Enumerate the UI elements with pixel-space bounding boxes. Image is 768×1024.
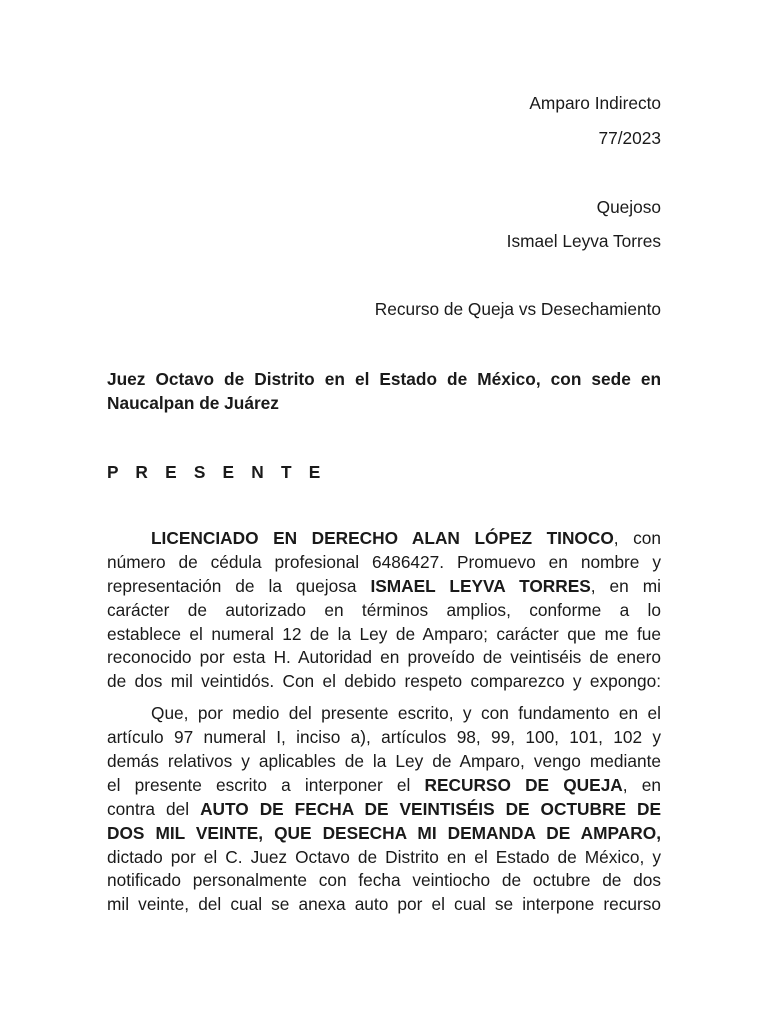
paragraph-1-line-4: carácter de autorizado en términos amplios, conforme a lo — [107, 599, 661, 620]
paragraph-2-line-2: artículo 97 numeral I, inciso a), artículos 98, 99, 100, 101, 102 y — [107, 727, 661, 748]
paragraph-1-line-3: representación de la quejosa ISMAEL LEYVA TORRES, en mi — [107, 575, 661, 596]
paragraph-1-line-1: LICENCIADO EN DERECHO ALAN LÓPEZ TINOCO, con — [151, 528, 661, 548]
paragraph-2-line-3: demás relativos y aplicables de la Ley de Amparo, vengo mediante — [107, 751, 661, 772]
paragraph-2 — [107, 702, 661, 917]
salutation: P R E S E N T E — [107, 462, 327, 482]
paragraph-2-line-1: Que, por medio del presente escrito, y con fundamento en el — [151, 703, 661, 724]
paragraph-1-line-5: establece el numeral 12 de la Ley de Amparo; carácter que me fue — [107, 623, 661, 644]
ruling-reference-part-1: AUTO DE FECHA DE VEINTISÉIS DE OCTUBRE DE — [200, 798, 661, 819]
paragraph-2-line-5: contra del AUTO DE FECHA DE VEINTISÉIS DE OCTUBRE DE — [107, 798, 661, 819]
party-name: Ismael Leyva Torres — [506, 231, 661, 251]
paragraph-2-line-4: el presente escrito a interponer el RECURSO DE QUEJA, en — [107, 774, 661, 795]
paragraph-1-line-7: de dos mil veintidós. Con el debido respeto comparezco y expongo: — [107, 671, 661, 692]
appeal-type: RECURSO DE QUEJA — [424, 774, 623, 795]
ruling-reference-part-2: DOS MIL VEINTE, QUE DESECHA MI DEMANDA DE AMPARO, — [107, 822, 661, 843]
case-type: Amparo Indirecto — [529, 93, 661, 113]
addressee-line-2: Naucalpan de Juárez — [107, 392, 279, 413]
paragraph-2-line-7: dictado por el C. Juez Octavo de Distrito en el Estado de México, y — [107, 846, 661, 867]
paragraph-2-line-9: mil veinte, del cual se anexa auto por el cual se interpone recurso — [107, 894, 661, 915]
paragraph-2-line-6 — [107, 822, 661, 846]
case-number: 77/2023 — [598, 128, 661, 148]
addressee-line-1: Juez Octavo de Distrito en el Estado de México, con sede en — [107, 369, 661, 389]
paragraph-2-line-8: notificado personalmente con fecha veintiocho de octubre de dos — [107, 870, 661, 891]
paragraph-1-line-2: número de cédula profesional 6486427. Promuevo en nombre y — [107, 551, 661, 572]
body-text — [107, 527, 661, 917]
plaintiff-name: ISMAEL LEYVA TORRES — [370, 575, 591, 596]
paragraph-1-line-6: reconocido por esta H. Autoridad en proveído de veintiséis de enero — [107, 647, 661, 668]
party-role: Quejoso — [596, 197, 661, 217]
attorney-name: LICENCIADO EN DERECHO ALAN LÓPEZ TINOCO — [151, 528, 614, 548]
paragraph-1 — [107, 527, 661, 694]
addressee — [107, 367, 661, 415]
document-subject: Recurso de Queja vs Desechamiento — [374, 299, 661, 319]
